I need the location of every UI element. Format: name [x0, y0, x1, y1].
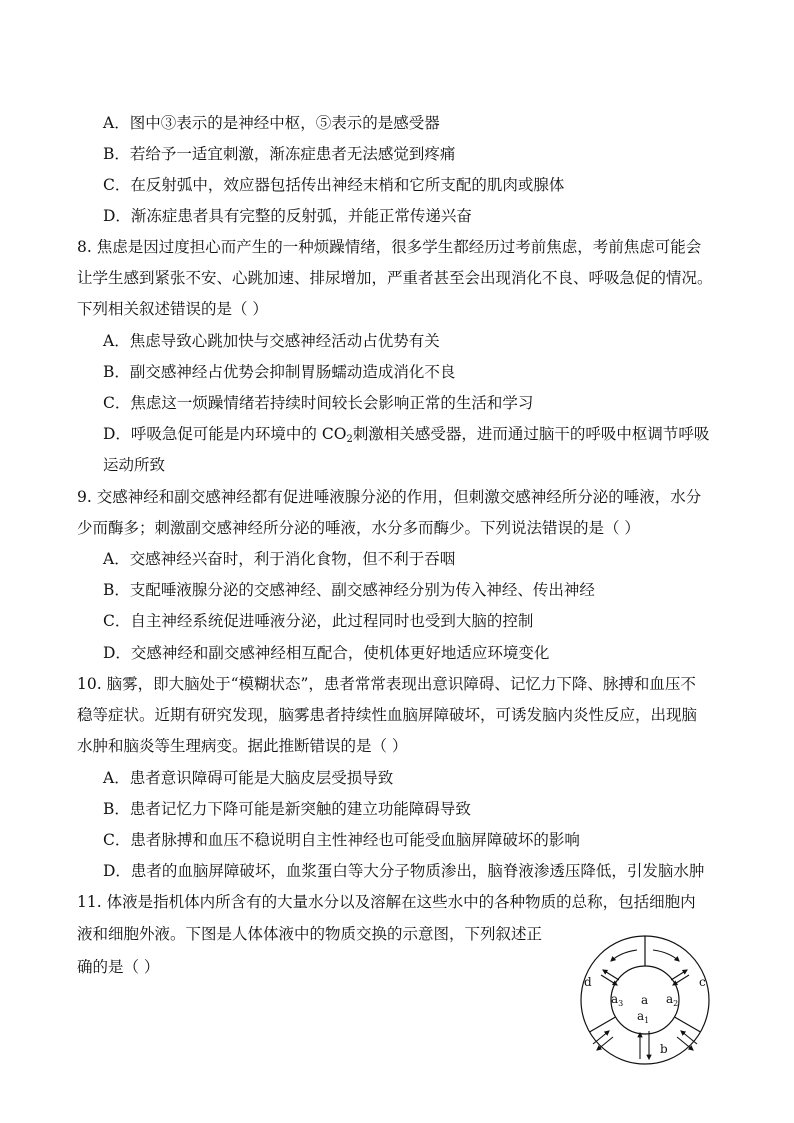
label-d: d	[584, 975, 592, 989]
q8-option-d-subscript: 2	[346, 434, 353, 445]
label-c: c	[699, 975, 706, 989]
q8-option-a: A．焦虑导致心跳加快与交感神经活动占优势有关	[103, 332, 440, 350]
q8-option-d-post: 刺激相关感受器，进而通过脑干的呼吸中枢调节呼吸	[352, 425, 710, 443]
arrow-upper-right-out	[671, 970, 687, 980]
q8-stem-line-1: 8. 焦虑是因过度担心而产生的一种烦躁情绪，很多学生都经历过考前焦虑，考前焦虑可能会	[77, 238, 702, 256]
arrow-top-left	[611, 950, 637, 961]
q10-option-d: D．患者的血脑屏障破坏，血浆蛋白等大分子物质渗出，脑脊液渗透压降低，引发脑水肿	[103, 862, 705, 880]
q7-option-a: A．图中③表示的是神经中枢，⑤表示的是感受器	[103, 114, 440, 132]
body-fluid-exchange-diagram	[573, 933, 718, 1068]
q8-option-b: B．副交感神经占优势会抑制胃肠蠕动造成消化不良	[103, 363, 456, 381]
arrow-top-right	[653, 950, 679, 961]
label-a1: $a_1$	[637, 1009, 650, 1025]
arrow-upper-left-in	[601, 975, 617, 985]
divider-lower-left	[590, 1017, 616, 1032]
label-center-a: a	[641, 993, 649, 1007]
q10-option-b: B．患者记忆力下降可能是新突触的建立功能障碍导致	[103, 800, 471, 818]
q10-stem-line-2: 稳等症状。近期有研究发现，脑雾患者持续性血脑屏障破坏，可诱发脑内炎性反应，出现脑	[77, 706, 698, 724]
q7-option-b: B．若给予一适宜刺激，渐冻症患者无法感觉到疼痛	[103, 145, 456, 163]
q8-option-d-pre: D．呼吸急促可能是内环境中的 CO	[103, 425, 347, 443]
q9-option-b: B．支配唾液腺分泌的交感神经、副交感神经分别为传入神经、传出神经	[103, 581, 595, 599]
diagram-labels	[584, 975, 706, 1056]
q8-option-c: C．焦虑这一烦躁情绪若持续时间较长会影响正常的生活和学习	[103, 394, 534, 412]
q9-stem-line-2: 少而酶多；刺激副交感神经所分泌的唾液，水分多而酶少。下列说法错误的是（ ）	[77, 519, 640, 537]
q11-stem-line-3: 确的是（ ）	[77, 958, 160, 976]
arrow-upper-left-out	[603, 970, 619, 980]
q8-stem-line-2: 让学生感到紧张不安、心跳加速、排尿增加，严重者甚至会出现消化不良、呼吸急促的情况。	[77, 269, 713, 287]
q10-option-c: C．患者脉搏和血压不稳说明自主性神经也可能受血脑屏障破坏的影响	[103, 831, 580, 849]
q10-stem-line-3: 水肿和脑炎等生理病变。据此推断错误的是（ ）	[77, 737, 408, 755]
arrow-upper-right-in	[673, 975, 689, 985]
q10-stem-line-1: 10. 脑雾，即大脑处于“模糊状态”，患者常常表现出意识障碍、记忆力下降、脉搏和血压不	[77, 675, 696, 693]
q10-option-a: A．患者意识障碍可能是大脑皮层受损导致	[103, 769, 394, 787]
q9-stem-line-1: 9. 交感神经和副交感神经都有促进唾液腺分泌的作用，但刺激交感神经所分泌的唾液，水分	[77, 488, 702, 506]
q9-option-c: C．自主神经系统促进唾液分泌，此过程同时也受到大脑的控制	[103, 612, 534, 630]
q9-option-a: A．交感神经兴奋时，利于消化食物，但不利于吞咽	[103, 550, 456, 568]
label-b: b	[660, 1042, 668, 1056]
q7-option-c: C．在反射弧中，效应器包括传出神经末梢和它所支配的肌肉或腺体	[103, 176, 565, 194]
q11-stem-line-2: 液和细胞外液。下图是人体体液中的物质交换的示意图，下列叙述正	[77, 925, 543, 943]
q8-stem-line-3: 下列相关叙述错误的是（ ）	[77, 300, 268, 318]
q11-stem-line-1: 11. 体液是指机体内所含有的大量水分以及溶解在这些水中的各种物质的总称，包括细胞内	[77, 893, 696, 911]
q8-option-d-continuation: 运动所致	[103, 456, 166, 474]
divider-lower-right	[675, 1017, 701, 1032]
q8-option-d	[103, 424, 709, 450]
label-a3: $a_3$	[611, 992, 624, 1008]
q7-option-d: D．渐冻症患者具有完整的反射弧，并能正常传递兴奋	[103, 207, 472, 225]
label-a2: $a_2$	[666, 992, 679, 1008]
q9-option-d: D．交感神经和副交感神经相互配合，使机体更好地适应环境变化	[103, 644, 550, 662]
